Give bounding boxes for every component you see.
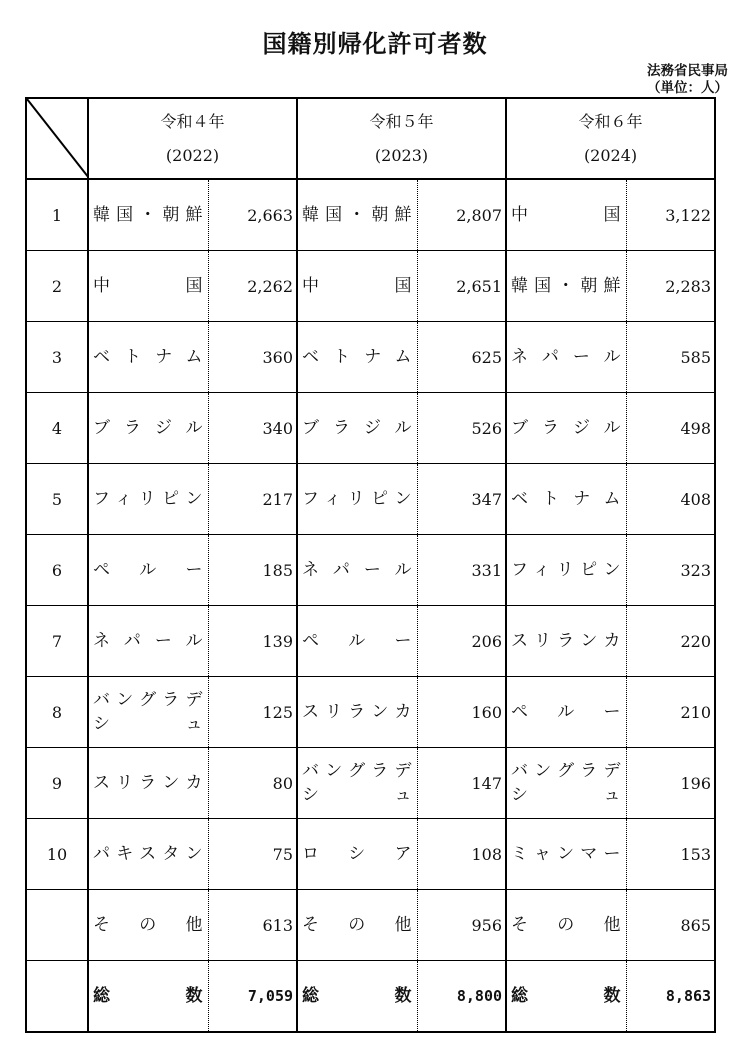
era-label: 令和４年 — [160, 111, 225, 131]
table-row — [26, 606, 715, 677]
year-label: (2024) — [583, 145, 638, 165]
count-cell: 139 — [208, 606, 297, 677]
table-row — [26, 819, 715, 890]
country-cell: 韓国・朝鮮 — [88, 179, 208, 251]
count-cell: 206 — [417, 606, 506, 677]
rank-cell: 3 — [26, 322, 88, 393]
table-row — [26, 464, 715, 535]
rank-cell: 7 — [26, 606, 88, 677]
rank-cell: 4 — [26, 393, 88, 464]
count-cell: 2,807 — [417, 179, 506, 251]
rank-cell: 2 — [26, 251, 88, 322]
count-cell: 125 — [208, 677, 297, 748]
country-cell: フィリピン — [297, 464, 417, 535]
count-cell: 498 — [626, 393, 715, 464]
rank-cell: 1 — [26, 179, 88, 251]
header-row — [26, 98, 715, 179]
country-cell: 中 国 — [88, 251, 208, 322]
source-note — [647, 63, 728, 97]
count-cell: 625 — [417, 322, 506, 393]
country-cell: 総 数 — [88, 961, 208, 1033]
count-cell: 865 — [626, 890, 715, 961]
count-cell: 2,262 — [208, 251, 297, 322]
country-cell: 中 国 — [297, 251, 417, 322]
country-cell: フィリピン — [88, 464, 208, 535]
rank-cell: 9 — [26, 748, 88, 819]
count-cell: 80 — [208, 748, 297, 819]
table-row — [26, 251, 715, 322]
country-cell: スリランカ — [88, 748, 208, 819]
country-cell: バングラデシュ — [88, 677, 208, 748]
year-header-2023 — [297, 98, 506, 179]
count-cell: 185 — [208, 535, 297, 606]
corner-cell — [26, 98, 88, 179]
year-label: (2022) — [165, 145, 220, 165]
count-cell: 323 — [626, 535, 715, 606]
count-cell: 360 — [208, 322, 297, 393]
count-cell: 147 — [417, 748, 506, 819]
count-cell: 2,651 — [417, 251, 506, 322]
count-cell: 408 — [626, 464, 715, 535]
country-cell: 総 数 — [297, 961, 417, 1033]
year-header-2024 — [506, 98, 715, 179]
country-cell: ブラジル — [506, 393, 626, 464]
country-cell: そ の 他 — [297, 890, 417, 961]
count-cell: 585 — [626, 322, 715, 393]
count-cell: 2,283 — [626, 251, 715, 322]
count-cell: 526 — [417, 393, 506, 464]
table-row — [26, 677, 715, 748]
table-row — [26, 179, 715, 251]
table-row — [26, 890, 715, 961]
country-cell: ミャンマー — [506, 819, 626, 890]
naturalization-table — [25, 97, 716, 1033]
era-label: 令和５年 — [369, 111, 434, 131]
total-row — [26, 961, 715, 1033]
country-cell: ブラジル — [88, 393, 208, 464]
country-cell: ブラジル — [297, 393, 417, 464]
country-cell: ベトナム — [297, 322, 417, 393]
count-cell: 331 — [417, 535, 506, 606]
table-row — [26, 322, 715, 393]
table-row — [26, 535, 715, 606]
year-header-2022 — [88, 98, 297, 179]
count-cell: 2,663 — [208, 179, 297, 251]
country-cell: ペ ル ー — [506, 677, 626, 748]
era-label: 令和６年 — [578, 111, 643, 131]
country-cell: そ の 他 — [88, 890, 208, 961]
rank-cell — [26, 890, 88, 961]
diagonal-line — [27, 99, 88, 178]
country-cell: スリランカ — [297, 677, 417, 748]
count-cell: 220 — [626, 606, 715, 677]
country-cell: ネパール — [506, 322, 626, 393]
count-cell: 217 — [208, 464, 297, 535]
country-cell: ネパール — [88, 606, 208, 677]
country-cell: ペ ル ー — [297, 606, 417, 677]
count-cell: 210 — [626, 677, 715, 748]
country-cell: スリランカ — [506, 606, 626, 677]
rank-cell: 6 — [26, 535, 88, 606]
country-cell: バングラデシュ — [297, 748, 417, 819]
rank-cell: 5 — [26, 464, 88, 535]
page-title: 国籍別帰化許可者数 — [262, 30, 488, 58]
country-cell: ロ シ ア — [297, 819, 417, 890]
country-cell: 韓国・朝鮮 — [506, 251, 626, 322]
count-cell: 153 — [626, 819, 715, 890]
year-label: (2023) — [374, 145, 429, 165]
count-cell: 108 — [417, 819, 506, 890]
country-cell: パキスタン — [88, 819, 208, 890]
source-agency: 法務省民事局 — [647, 63, 728, 79]
country-cell: ベトナム — [88, 322, 208, 393]
count-cell: 8,863 — [626, 961, 715, 1033]
country-cell: そ の 他 — [506, 890, 626, 961]
rank-cell: 8 — [26, 677, 88, 748]
count-cell: 196 — [626, 748, 715, 819]
table-row — [26, 748, 715, 819]
count-cell: 956 — [417, 890, 506, 961]
country-cell: ベトナム — [506, 464, 626, 535]
count-cell: 8,800 — [417, 961, 506, 1033]
country-cell: 総 数 — [506, 961, 626, 1033]
count-cell: 613 — [208, 890, 297, 961]
country-cell: 中 国 — [506, 179, 626, 251]
count-cell: 340 — [208, 393, 297, 464]
count-cell: 7,059 — [208, 961, 297, 1033]
country-cell: ネパール — [297, 535, 417, 606]
table-row — [26, 393, 715, 464]
country-cell: フィリピン — [506, 535, 626, 606]
country-cell: バングラデシュ — [506, 748, 626, 819]
unit-note: （単位：人） — [647, 80, 728, 96]
count-cell: 160 — [417, 677, 506, 748]
country-cell: 韓国・朝鮮 — [297, 179, 417, 251]
rank-cell — [26, 961, 88, 1033]
count-cell: 3,122 — [665, 205, 712, 225]
count-cell: 75 — [208, 819, 297, 890]
rank-cell: 10 — [26, 819, 88, 890]
country-cell: ペ ル ー — [88, 535, 208, 606]
count-cell: 347 — [417, 464, 506, 535]
